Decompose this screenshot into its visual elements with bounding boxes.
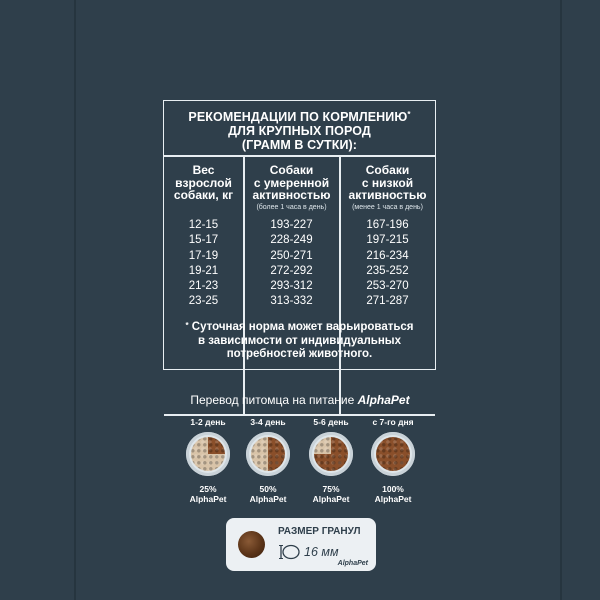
step-brand: AlphaPet xyxy=(312,494,350,504)
column-low-sub: (менее 1 часа в день) xyxy=(352,203,423,211)
column-low-values xyxy=(340,218,435,310)
feeding-table xyxy=(163,100,436,370)
table-cell: 235-252 xyxy=(366,264,409,277)
table-divider-bottom xyxy=(164,414,435,416)
step-label: 5-6 день xyxy=(313,417,349,427)
step-label: 1-2 день xyxy=(190,417,226,427)
feeding-title-line3: (ГРАММ В СУТКИ): xyxy=(241,138,358,152)
footnote-line2: в зависимости от индивидуальных xyxy=(197,334,402,347)
table-cell: 19-21 xyxy=(188,264,219,277)
granule-size-value: 16 мм xyxy=(304,545,339,559)
step-brand: AlphaPet xyxy=(374,494,412,504)
table-cell: 23-25 xyxy=(188,295,219,308)
footnote-line3: потребностей животного. xyxy=(226,348,373,360)
table-cell: 271-287 xyxy=(366,295,409,308)
footnote-star: * xyxy=(185,321,189,330)
table-cell: 15-17 xyxy=(188,234,219,247)
column-low-head3: активностью xyxy=(348,188,427,202)
step-brand: AlphaPet xyxy=(249,494,287,504)
bowl-icon xyxy=(186,432,230,476)
step-percent: 100% xyxy=(382,484,404,494)
table-cell: 193-227 xyxy=(270,219,313,231)
kibble-icon xyxy=(238,531,265,558)
bowl-food xyxy=(251,437,285,471)
column-moderate-head2: с умеренной xyxy=(253,175,330,190)
step-label: 3-4 день xyxy=(250,417,286,427)
step-percent: 25% xyxy=(199,484,217,494)
table-cell: 12-15 xyxy=(188,219,219,231)
diameter-icon xyxy=(278,544,302,560)
table-cell: 253-270 xyxy=(366,280,409,293)
panel-edge-left xyxy=(74,0,76,600)
transition-step xyxy=(233,417,303,504)
transition-title-text: Перевод питомца на питание xyxy=(190,393,358,407)
bowl-icon xyxy=(309,432,353,476)
transition-step xyxy=(296,417,366,504)
column-moderate-head3: активностью xyxy=(252,188,331,202)
column-low-head2: с низкой xyxy=(361,175,414,190)
step-label: с 7-го дня xyxy=(372,417,414,427)
feeding-title-line2: ДЛЯ КРУПНЫХ ПОРОД xyxy=(228,124,371,138)
granule-title: РАЗМЕР ГРАНУЛ xyxy=(278,526,361,537)
feeding-title xyxy=(164,101,435,152)
transition-title xyxy=(0,393,600,407)
transition-step xyxy=(358,417,428,504)
column-weight-head3: собаки, кг xyxy=(173,188,234,202)
table-cell: 167-196 xyxy=(366,219,409,231)
column-low xyxy=(340,156,435,212)
table-cell: 21-23 xyxy=(188,280,219,293)
step-brand: AlphaPet xyxy=(189,494,227,504)
column-low-head1: Собаки xyxy=(365,163,410,177)
table-cell: 250-271 xyxy=(270,249,313,262)
bowl-icon xyxy=(371,432,415,476)
feeding-title-star: * xyxy=(407,110,411,119)
table-cell: 293-312 xyxy=(270,280,313,293)
panel-edge-right xyxy=(560,0,562,600)
granule-brand-logo: AlphaPet xyxy=(337,560,368,567)
transition-brand-logo: AlphaPet xyxy=(357,393,410,407)
footnote-line1: Суточная норма может варьироваться xyxy=(191,321,414,333)
step-percent: 75% xyxy=(322,484,340,494)
column-moderate-sub: (более 1 часа в день) xyxy=(256,203,327,211)
table-cell: 313-332 xyxy=(270,295,313,308)
footnote xyxy=(164,321,435,362)
table-cell: 216-234 xyxy=(366,249,409,262)
step-percent: 50% xyxy=(259,484,277,494)
column-moderate-head1: Собаки xyxy=(269,163,314,177)
column-weight-head2: взрослой xyxy=(175,175,232,190)
bowl-food xyxy=(376,437,410,471)
column-moderate xyxy=(244,156,339,212)
column-weight-head1: Вес xyxy=(192,163,215,177)
column-weight xyxy=(164,156,243,202)
bowl-food xyxy=(314,437,348,471)
feeding-title-line1: РЕКОМЕНДАЦИИ ПО КОРМЛЕНИЮ xyxy=(188,110,408,124)
table-cell: 228-249 xyxy=(270,234,313,247)
granule-size-card xyxy=(226,518,376,571)
bowl-icon xyxy=(246,432,290,476)
column-weight-values xyxy=(164,218,243,310)
table-cell: 272-292 xyxy=(270,264,313,277)
bowl-food xyxy=(191,437,225,471)
table-cell: 17-19 xyxy=(188,249,219,262)
column-moderate-values xyxy=(244,218,339,310)
table-cell: 197-215 xyxy=(366,234,409,247)
